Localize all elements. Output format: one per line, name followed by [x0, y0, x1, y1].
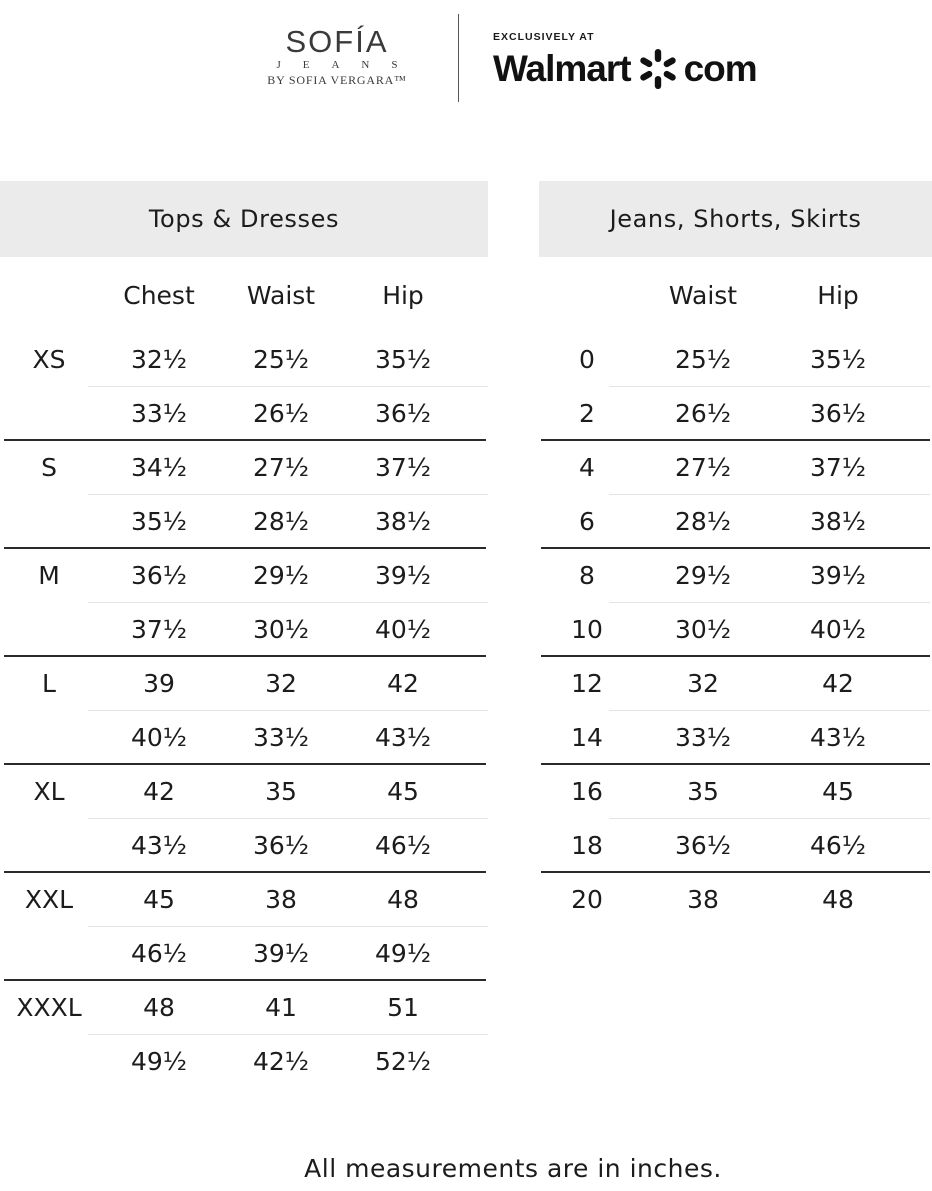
measurement-cell: 39½ [252, 939, 310, 968]
tops-dresses-body [0, 333, 488, 1089]
measurement-cell: 42 [143, 777, 175, 806]
size-group [0, 873, 488, 981]
size-group [0, 765, 488, 873]
measurement-cell: 46½ [809, 831, 867, 860]
measurement-cell: 36½ [252, 831, 310, 860]
table-row [0, 549, 488, 603]
size-label: 14 [571, 723, 603, 752]
column-header-hip: Hip [817, 281, 859, 310]
size-label: 18 [571, 831, 603, 860]
measurement-cell: 38½ [809, 507, 867, 536]
measurement-cell: 29½ [674, 561, 732, 590]
measurement-cell: 26½ [674, 399, 732, 428]
size-label: 6 [579, 507, 595, 536]
measurement-cell: 40½ [374, 615, 432, 644]
size-group [539, 549, 932, 657]
table-row [0, 711, 488, 765]
sofia-logo-byline: BY SOFIA VERGARA™ [267, 73, 407, 87]
size-group [0, 549, 488, 657]
size-label: L [42, 669, 56, 698]
measurement-cell: 46½ [130, 939, 188, 968]
measurement-cell: 48 [143, 993, 175, 1022]
measurement-cell: 46½ [374, 831, 432, 860]
measurement-cell: 36½ [130, 561, 188, 590]
measurement-cell: 25½ [252, 345, 310, 374]
table-row [0, 387, 488, 441]
table-row [0, 873, 488, 927]
measurement-cell: 45 [143, 885, 175, 914]
size-group [539, 657, 932, 765]
measurement-cell: 43½ [374, 723, 432, 752]
jeans-shorts-skirts-table [539, 181, 932, 981]
measurement-cell: 32½ [130, 345, 188, 374]
table-row [539, 873, 932, 927]
logo-divider [458, 14, 459, 102]
measurement-cell: 36½ [374, 399, 432, 428]
measurement-cell: 35 [265, 777, 297, 806]
size-label: 10 [571, 615, 603, 644]
size-label: 16 [571, 777, 603, 806]
size-label: XXL [24, 885, 74, 914]
measurement-cell: 42 [822, 669, 854, 698]
measurement-cell: 38 [687, 885, 719, 914]
table-row [539, 549, 932, 603]
measurement-cell: 48 [822, 885, 854, 914]
table-row [0, 927, 488, 981]
measurement-cell: 40½ [130, 723, 188, 752]
size-group [0, 441, 488, 549]
jeans-shorts-skirts-body [539, 333, 932, 981]
size-group [539, 441, 932, 549]
table-row [0, 657, 488, 711]
size-group [0, 981, 488, 1089]
size-label: XL [33, 777, 65, 806]
measurement-cell: 45 [822, 777, 854, 806]
size-group [539, 765, 932, 873]
table-row [539, 387, 932, 441]
tops-dresses-column-headers [0, 257, 488, 333]
column-header-hip: Hip [382, 281, 424, 310]
sofia-jeans-logo [250, 26, 424, 88]
table-row [0, 819, 488, 873]
measurement-cell: 28½ [674, 507, 732, 536]
measurement-cell: 39 [143, 669, 175, 698]
walmart-spark-icon [635, 46, 681, 92]
measurement-cell: 39½ [374, 561, 432, 590]
measurement-cell: 34½ [130, 453, 188, 482]
measurement-cell: 39½ [809, 561, 867, 590]
size-label: M [38, 561, 60, 590]
table-row [539, 819, 932, 873]
measurement-cell: 33½ [130, 399, 188, 428]
tops-dresses-table [0, 181, 488, 1089]
measurement-cell: 27½ [674, 453, 732, 482]
size-label: 0 [579, 345, 595, 374]
measurement-cell: 32 [687, 669, 719, 698]
measurement-cell: 51 [387, 993, 419, 1022]
table-row [539, 711, 932, 765]
column-header-waist: Waist [246, 281, 316, 310]
measurement-cell: 32 [265, 669, 297, 698]
column-header-chest: Chest [123, 281, 195, 310]
measurement-cell: 38½ [374, 507, 432, 536]
table-row [0, 441, 488, 495]
sofia-logo-sub: JEANS [276, 59, 420, 71]
measurement-cell: 45 [387, 777, 419, 806]
measurement-cell: 38 [265, 885, 297, 914]
size-group [539, 333, 932, 441]
sofia-logo-brand: SOFÍA [285, 24, 389, 59]
measurement-cell: 40½ [809, 615, 867, 644]
measurement-cell: 48 [387, 885, 419, 914]
measurement-cell: 52½ [374, 1047, 432, 1076]
table-row [539, 603, 932, 657]
size-label: XS [32, 345, 66, 374]
measurement-cell: 25½ [674, 345, 732, 374]
measurement-cell: 49½ [130, 1047, 188, 1076]
table-row [0, 765, 488, 819]
table-row [0, 603, 488, 657]
measurement-cell: 36½ [674, 831, 732, 860]
walmart-logo-name: Walmart [493, 48, 631, 89]
jeans-shorts-skirts-title: Jeans, Shorts, Skirts [539, 181, 932, 257]
table-row [539, 495, 932, 549]
size-label: 4 [579, 453, 595, 482]
measurement-cell: 30½ [252, 615, 310, 644]
measurement-cell: 26½ [252, 399, 310, 428]
measurement-cell: 36½ [809, 399, 867, 428]
size-label: S [41, 453, 57, 482]
measurement-cell: 35½ [809, 345, 867, 374]
size-label: 8 [579, 561, 595, 590]
measurement-cell: 27½ [252, 453, 310, 482]
measurement-cell: 30½ [674, 615, 732, 644]
measurement-cell: 35 [687, 777, 719, 806]
walmart-logo [493, 30, 757, 92]
table-row [539, 441, 932, 495]
measurement-cell: 37½ [130, 615, 188, 644]
measurement-cell: 37½ [374, 453, 432, 482]
table-row [539, 765, 932, 819]
table-row [0, 333, 488, 387]
measurement-cell: 43½ [809, 723, 867, 752]
measurement-cell: 37½ [809, 453, 867, 482]
measurement-cell: 42½ [252, 1047, 310, 1076]
table-row [0, 981, 488, 1035]
size-group [539, 873, 932, 981]
footnote: All measurements are in inches. [304, 1154, 722, 1183]
table-row [539, 333, 932, 387]
measurement-cell: 49½ [374, 939, 432, 968]
walmart-logo-domain: com [683, 48, 757, 89]
measurement-cell: 43½ [130, 831, 188, 860]
walmart-exclusively-at: EXCLUSIVELY AT [493, 31, 595, 43]
measurement-cell: 42 [387, 669, 419, 698]
column-header-waist: Waist [668, 281, 738, 310]
table-row [539, 657, 932, 711]
size-label: 2 [579, 399, 595, 428]
size-group [0, 657, 488, 765]
measurement-cell: 35½ [374, 345, 432, 374]
table-row [0, 1035, 488, 1089]
jeans-column-headers [539, 257, 932, 333]
size-label: XXXL [16, 993, 82, 1022]
measurement-cell: 29½ [252, 561, 310, 590]
table-row [0, 495, 488, 549]
measurement-cell: 33½ [674, 723, 732, 752]
size-label: 20 [571, 885, 603, 914]
measurement-cell: 28½ [252, 507, 310, 536]
measurement-cell: 35½ [130, 507, 188, 536]
measurement-cell: 33½ [252, 723, 310, 752]
measurement-cell: 41 [265, 993, 297, 1022]
size-label: 12 [571, 669, 603, 698]
size-group [0, 333, 488, 441]
tops-dresses-title: Tops & Dresses [0, 181, 488, 257]
